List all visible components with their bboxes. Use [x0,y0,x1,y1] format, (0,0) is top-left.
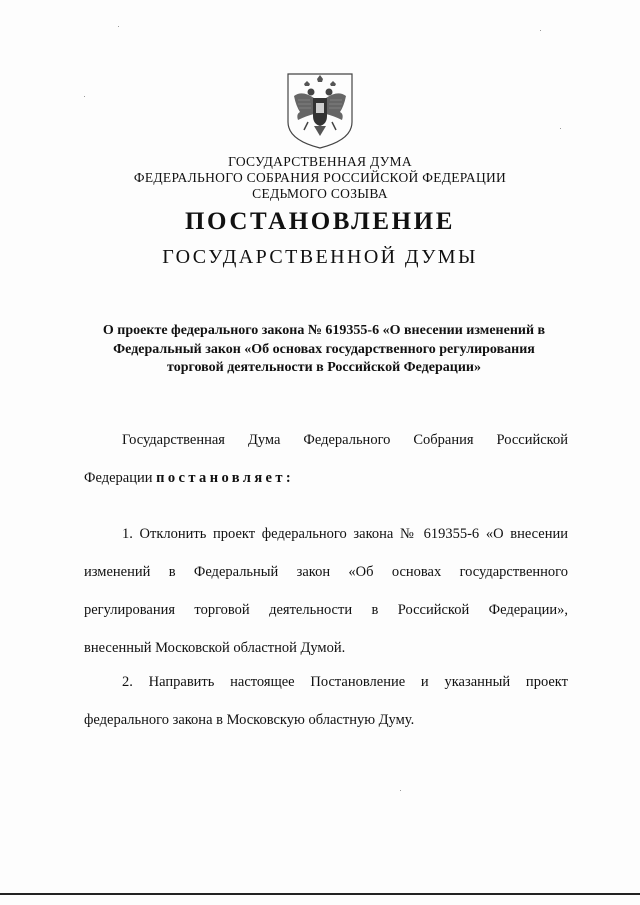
document-subtitle: ГОСУДАРСТВЕННОЙ ДУМЫ [162,246,478,268]
preamble-line: Государственная Дума Федерального Собрания Российской [122,432,568,448]
subject-line: Федеральный закон «Об основах государственного регулирования [113,341,535,357]
resolution-subject [80,322,568,378]
preamble-line [84,459,568,497]
org-name-line2: ФЕДЕРАЛЬНОГО СОБРАНИЯ РОССИЙСКОЙ ФЕДЕРАЦИИ [133,170,507,185]
subject-line: торговой деятельности в Российской Федерации» [167,360,481,375]
decree-verb: постановляет: [156,470,295,486]
item-1-line: изменений в Федеральный закон «Об основах государственного [84,564,568,580]
item-1-line: 1. Отклонить проект федерального закона № 619355-6 «О внесении [122,526,568,542]
scan-speck [560,128,561,129]
russian-coat-of-arms-icon [284,70,356,150]
item-1-paragraph [84,515,568,667]
item-2-line: федерального закона в Московскую областную Думу. [84,712,415,728]
item-2-line: 2. Направить настоящее Постановление и указанный проект [122,674,568,690]
preamble-text: Федерации [84,470,157,486]
convocation-line: СЕДЬМОГО СОЗЫВА [252,186,388,201]
scan-speck [540,30,541,31]
item-1-line: регулирования торговой деятельности в Российской Федерации», [84,602,568,618]
scan-speck [118,26,119,27]
org-name-line1: ГОСУДАРСТВЕННАЯ ДУМА [228,154,412,169]
document-title: ПОСТАНОВЛЕНИЕ [184,208,456,235]
item-1-line: внесенный Московской областной Думой. [84,640,346,656]
preamble-paragraph [84,421,568,497]
scan-speck [400,790,401,791]
subject-line: О проекте федерального закона № 619355-6 «О внесении изменений в [102,323,546,338]
scan-speck [84,96,85,97]
item-2-paragraph [84,663,568,739]
page-bottom-edge [0,893,640,895]
